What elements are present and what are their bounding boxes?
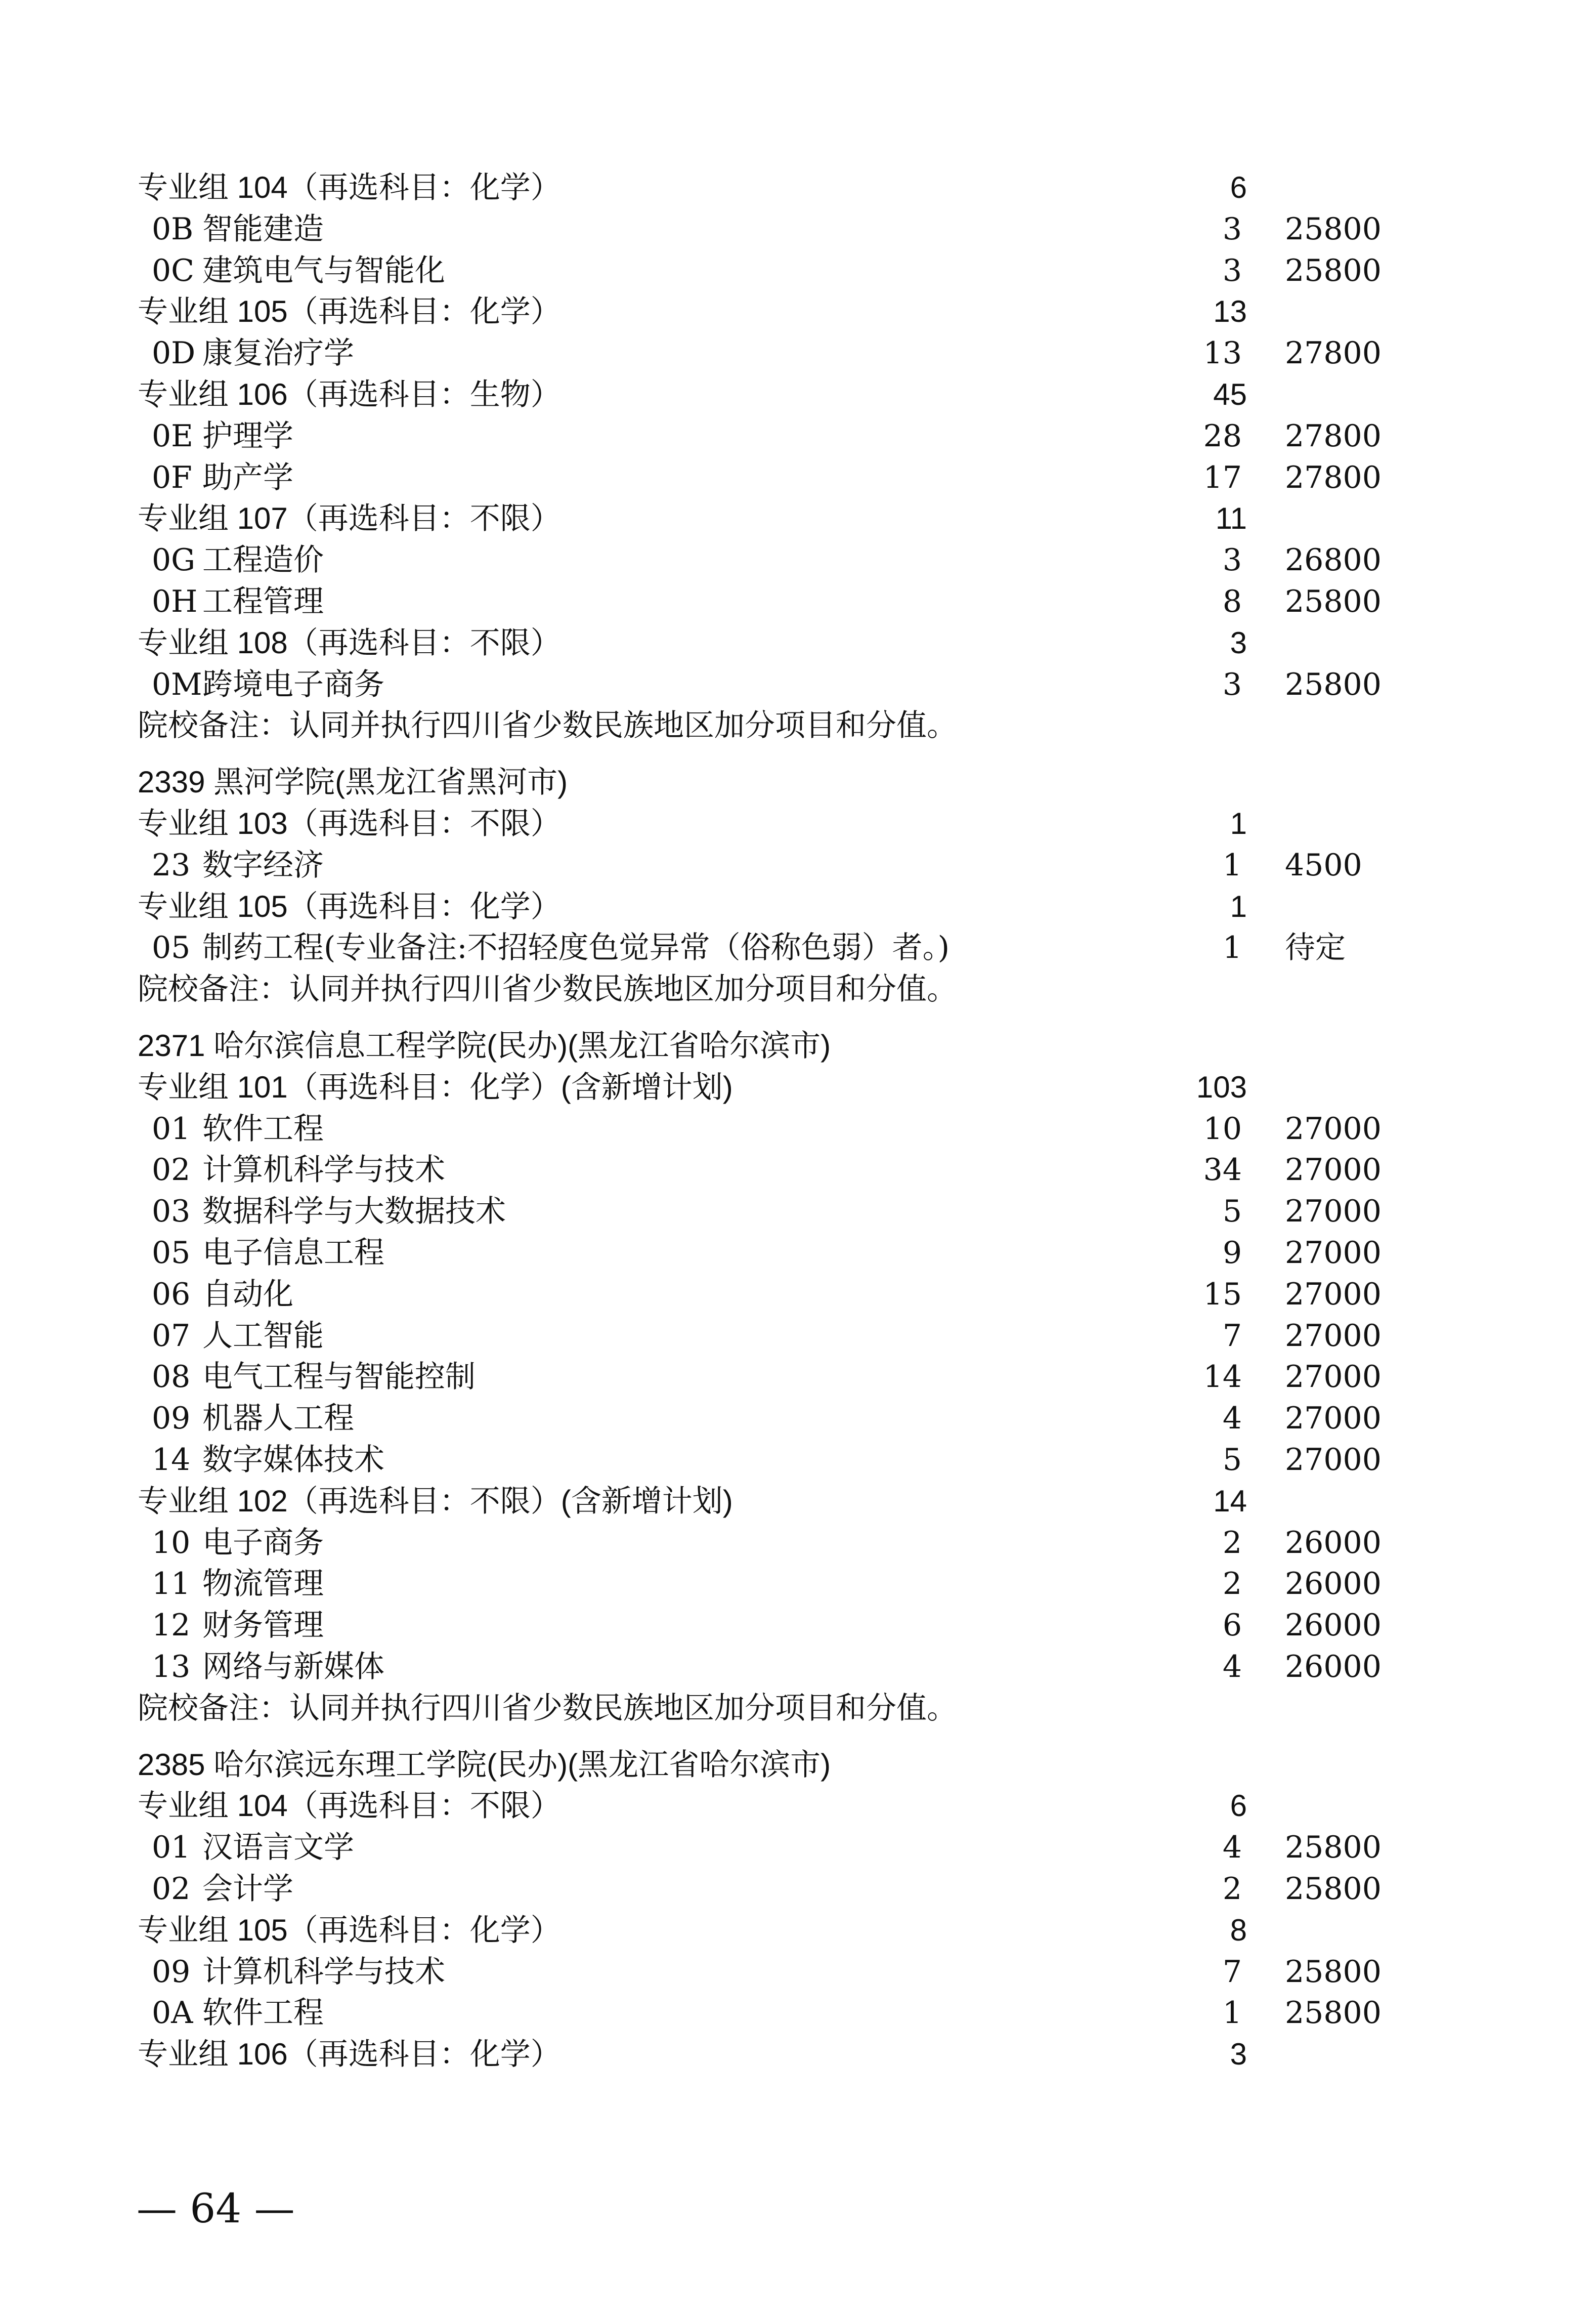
major-code: 08: [152, 1359, 191, 1395]
group-plan-count: 13: [1213, 294, 1247, 328]
major-code: 0H: [152, 584, 198, 619]
major-code: 06: [152, 1277, 191, 1312]
group-plan-count: 1: [1230, 890, 1247, 923]
school-note-text: 院校备注：认同并执行四川省少数民族地区加分项目和分值。: [138, 972, 957, 1007]
major-group-row: [0, 167, 1596, 208]
major-tuition-fee: 25800: [1285, 253, 1382, 288]
group-title: 专业组 106（再选科目：生物）: [138, 377, 561, 411]
major-code: 03: [152, 1194, 191, 1229]
major-plan-count: 2: [1222, 1566, 1242, 1601]
major-name: 网络与新媒体: [202, 1649, 384, 1684]
major-row: [0, 1274, 1596, 1315]
major-row: [0, 1356, 1596, 1398]
major-group-row: [0, 1481, 1596, 1522]
major-code: 0M: [152, 667, 202, 702]
major-name: 智能建造: [202, 212, 324, 247]
major-row: [0, 1951, 1596, 1993]
major-code: 0G: [152, 542, 196, 578]
major-name: 会计学: [202, 1871, 293, 1907]
major-row: [0, 1398, 1596, 1439]
major-tuition-fee: 27000: [1285, 1235, 1382, 1271]
major-group-row: [0, 622, 1596, 664]
major-name: 人工智能: [202, 1318, 324, 1354]
page-number: — 64 —: [137, 2185, 295, 2232]
major-code: 13: [152, 1649, 191, 1684]
group-plan-count: 45: [1213, 377, 1247, 411]
major-code: 05: [152, 930, 191, 965]
major-code: 0C: [152, 253, 195, 288]
group-plan-count: 6: [1230, 171, 1247, 204]
major-code: 09: [152, 1401, 191, 1436]
major-plan-count: 4: [1222, 1401, 1242, 1436]
major-tuition-fee: 26000: [1285, 1566, 1382, 1601]
major-row: [0, 415, 1596, 457]
major-code: 12: [152, 1608, 191, 1643]
school-title: 2371 哈尔滨信息工程学院(民办)(黑龙江省哈尔滨市): [138, 1029, 831, 1063]
school-note-text: 院校备注：认同并执行四川省少数民族地区加分项目和分值。: [138, 708, 957, 743]
school-header: [0, 1744, 1596, 1786]
major-code: 0D: [152, 335, 196, 371]
major-plan-count: 5: [1222, 1194, 1242, 1229]
major-row: [0, 1522, 1596, 1564]
major-tuition-fee: 27000: [1285, 1442, 1382, 1478]
major-row: [0, 1315, 1596, 1357]
major-group-row: [0, 291, 1596, 332]
major-code: 02: [152, 1152, 191, 1188]
major-name: 物流管理: [202, 1566, 324, 1601]
school-note-text: 院校备注：认同并执行四川省少数民族地区加分项目和分值。: [138, 1691, 957, 1726]
major-tuition-fee: 27800: [1285, 460, 1382, 495]
major-name: 汉语言文学: [202, 1830, 354, 1865]
major-row: [0, 250, 1596, 291]
major-name: 康复治疗学: [202, 335, 354, 371]
major-plan-count: 1: [1222, 848, 1242, 883]
major-name: 工程造价: [202, 542, 324, 578]
major-row: [0, 1149, 1596, 1191]
major-name: 自动化: [202, 1277, 293, 1312]
major-code: 0A: [152, 1995, 193, 2031]
school-note: [0, 968, 1596, 1010]
major-plan-count: 3: [1222, 667, 1242, 702]
major-tuition-fee: 26000: [1285, 1525, 1382, 1561]
major-group-row: [0, 803, 1596, 845]
group-title: 专业组 108（再选科目：不限）: [138, 626, 561, 660]
group-title: 专业组 106（再选科目：化学）: [138, 2037, 561, 2071]
group-title: 专业组 103（再选科目：不限）: [138, 807, 561, 840]
group-plan-count: 11: [1215, 501, 1247, 535]
major-name: 计算机科学与技术: [202, 1954, 445, 1990]
major-code: 23: [152, 848, 191, 883]
major-plan-count: 5: [1222, 1442, 1242, 1478]
major-code: 01: [152, 1830, 191, 1865]
major-tuition-fee: 27000: [1285, 1318, 1382, 1354]
major-row: [0, 664, 1596, 705]
group-plan-count: 3: [1230, 626, 1247, 660]
major-tuition-fee: 25800: [1285, 667, 1382, 702]
major-plan-count: 2: [1222, 1871, 1242, 1907]
major-plan-count: 8: [1222, 584, 1242, 619]
major-code: 0B: [152, 212, 194, 247]
major-tuition-fee: 26000: [1285, 1649, 1382, 1684]
major-tuition-fee: 25800: [1285, 1954, 1382, 1990]
school-note: [0, 705, 1596, 746]
major-tuition-fee: 27000: [1285, 1359, 1382, 1395]
major-name: 软件工程: [202, 1111, 324, 1147]
major-code: 0E: [152, 418, 193, 454]
school-header: [0, 1025, 1596, 1067]
major-name: 计算机科学与技术: [202, 1152, 445, 1188]
major-group-row: [0, 1910, 1596, 1951]
school-title: 2339 黑河学院(黑龙江省黑河市): [138, 765, 568, 799]
major-plan-count: 4: [1222, 1649, 1242, 1684]
major-plan-count: 7: [1222, 1954, 1242, 1990]
major-plan-count: 10: [1203, 1111, 1242, 1147]
major-row: [0, 1232, 1596, 1274]
major-tuition-fee: 25800: [1285, 212, 1382, 247]
major-row: [0, 1646, 1596, 1688]
major-row: [0, 845, 1596, 886]
major-group-row: [0, 498, 1596, 539]
major-plan-count: 28: [1203, 418, 1242, 454]
major-code: 14: [152, 1442, 191, 1478]
major-plan-count: 3: [1222, 253, 1242, 288]
group-title: 专业组 105（再选科目：化学）: [138, 1913, 561, 1947]
school-note: [0, 1688, 1596, 1729]
major-tuition-fee: 26000: [1285, 1608, 1382, 1643]
group-title: 专业组 101（再选科目：化学）(含新增计划): [138, 1070, 733, 1104]
major-row: [0, 927, 1596, 968]
major-name: 电子商务: [202, 1525, 324, 1561]
major-group-row: [0, 374, 1596, 415]
major-row: [0, 581, 1596, 622]
major-plan-count: 3: [1222, 542, 1242, 578]
major-tuition-fee: 27000: [1285, 1152, 1382, 1188]
group-title: 专业组 102（再选科目：不限）(含新增计划): [138, 1484, 733, 1518]
major-name: 数字媒体技术: [202, 1442, 384, 1478]
group-plan-count: 8: [1230, 1913, 1247, 1947]
group-title: 专业组 105（再选科目：化学）: [138, 294, 561, 328]
major-row: [0, 1827, 1596, 1868]
major-plan-count: 1: [1222, 930, 1242, 965]
major-tuition-fee: 27000: [1285, 1401, 1382, 1436]
major-name: 工程管理: [202, 584, 324, 619]
school-header: [0, 762, 1596, 803]
major-tuition-fee: 27800: [1285, 418, 1382, 454]
major-plan-count: 9: [1222, 1235, 1242, 1271]
major-name: 电子信息工程: [202, 1235, 384, 1271]
major-plan-count: 15: [1203, 1277, 1242, 1312]
major-name: 制药工程(专业备注:不招轻度色觉异常（俗称色弱）者。): [202, 930, 950, 965]
major-code: 01: [152, 1111, 191, 1147]
major-tuition-fee: 27000: [1285, 1277, 1382, 1312]
major-code: 07: [152, 1318, 191, 1354]
major-row: [0, 539, 1596, 581]
major-name: 建筑电气与智能化: [202, 253, 445, 288]
major-name: 数据科学与大数据技术: [202, 1194, 506, 1229]
major-row: [0, 1439, 1596, 1481]
major-plan-count: 17: [1203, 460, 1242, 495]
major-code: 10: [152, 1525, 191, 1561]
major-plan-count: 34: [1203, 1152, 1242, 1188]
major-tuition-fee: 25800: [1285, 584, 1382, 619]
major-row: [0, 1868, 1596, 1910]
major-name: 护理学: [202, 418, 293, 454]
major-code: 02: [152, 1871, 191, 1907]
major-group-row: [0, 886, 1596, 927]
major-plan-count: 4: [1222, 1830, 1242, 1865]
group-plan-count: 1: [1230, 807, 1247, 840]
major-name: 机器人工程: [202, 1401, 354, 1436]
group-plan-count: 103: [1196, 1070, 1247, 1104]
major-code: 0F: [152, 460, 192, 495]
major-name: 电气工程与智能控制: [202, 1359, 476, 1395]
major-tuition-fee: 25800: [1285, 1995, 1382, 2031]
major-code: 11: [152, 1566, 191, 1601]
major-plan-count: 3: [1222, 212, 1242, 247]
major-tuition-fee: 26800: [1285, 542, 1382, 578]
major-group-row: [0, 1067, 1596, 1108]
major-name: 助产学: [202, 460, 293, 495]
group-plan-count: 14: [1213, 1484, 1247, 1518]
major-plan-count: 1: [1222, 1995, 1242, 2031]
major-code: 09: [152, 1954, 191, 1990]
major-group-row: [0, 1785, 1596, 1827]
major-plan-count: 6: [1222, 1608, 1242, 1643]
group-title: 专业组 104（再选科目：不限）: [138, 1789, 561, 1823]
major-tuition-fee: 27800: [1285, 335, 1382, 371]
major-tuition-fee: 27000: [1285, 1194, 1382, 1229]
group-title: 专业组 105（再选科目：化学）: [138, 890, 561, 923]
group-title: 专业组 107（再选科目：不限）: [138, 501, 561, 535]
major-row: [0, 1108, 1596, 1150]
school-title: 2385 哈尔滨远东理工学院(民办)(黑龙江省哈尔滨市): [138, 1748, 831, 1782]
major-plan-count: 2: [1222, 1525, 1242, 1561]
major-plan-count: 13: [1203, 335, 1242, 371]
group-plan-count: 3: [1230, 2037, 1247, 2071]
major-row: [0, 332, 1596, 374]
major-code: 05: [152, 1235, 191, 1271]
major-tuition-fee: 4500: [1285, 848, 1362, 883]
major-name: 软件工程: [202, 1995, 324, 2031]
major-plan-count: 7: [1222, 1318, 1242, 1354]
major-row: [0, 1563, 1596, 1605]
major-name: 跨境电子商务: [202, 667, 384, 702]
major-tuition-fee: 25800: [1285, 1871, 1382, 1907]
major-group-row: [0, 2034, 1596, 2075]
major-row: [0, 1191, 1596, 1232]
major-plan-count: 14: [1203, 1359, 1242, 1395]
major-row: [0, 1605, 1596, 1646]
group-plan-count: 6: [1230, 1789, 1247, 1823]
major-row: [0, 208, 1596, 250]
major-row: [0, 1992, 1596, 2034]
major-tuition-fee: 待定: [1285, 930, 1346, 965]
major-tuition-fee: 27000: [1285, 1111, 1382, 1147]
major-tuition-fee: 25800: [1285, 1830, 1382, 1865]
major-row: [0, 457, 1596, 498]
major-name: 数字经济: [202, 848, 324, 883]
major-name: 财务管理: [202, 1608, 324, 1643]
group-title: 专业组 104（再选科目：化学）: [138, 171, 561, 204]
